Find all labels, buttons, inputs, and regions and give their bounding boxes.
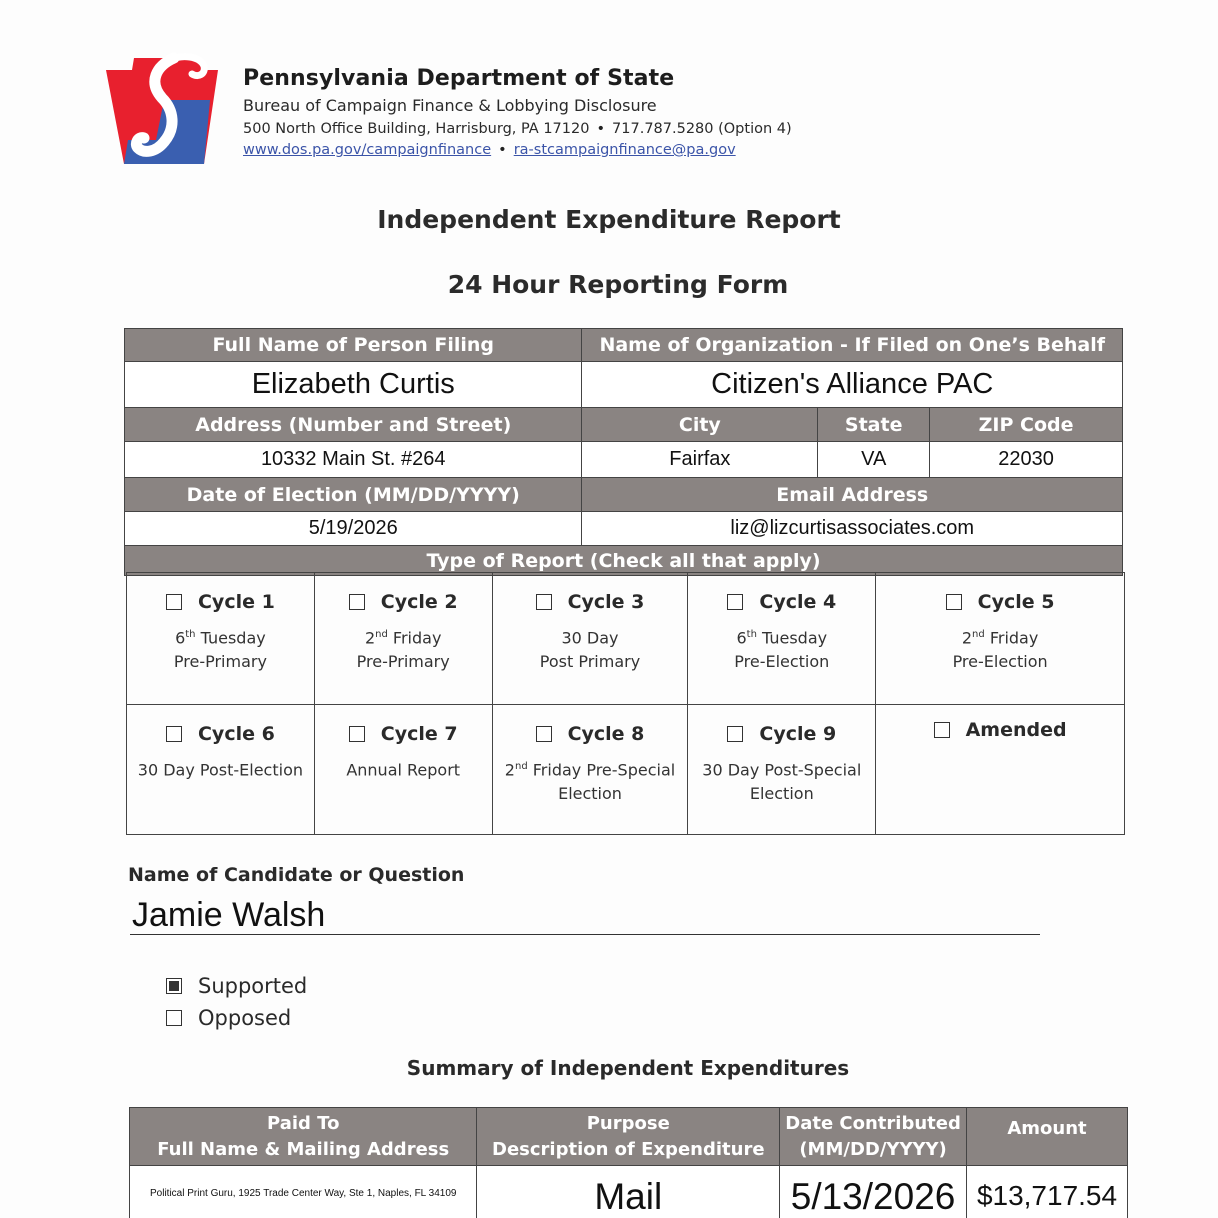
report-subtitle: 24 Hour Reporting Form xyxy=(447,270,789,299)
filer-name-header: Full Name of Person Filing xyxy=(125,329,582,362)
cycle-checkbox[interactable] xyxy=(166,726,182,742)
cycle-line-1 xyxy=(688,755,875,782)
purpose-value[interactable]: Mail xyxy=(477,1166,780,1218)
filer-name-value[interactable]: Elizabeth Curtis xyxy=(125,362,582,408)
agency-name: Pennsylvania Department of State xyxy=(243,66,675,91)
state-value[interactable]: VA xyxy=(818,442,930,478)
purpose-header-line2: Description of Expenditure xyxy=(492,1138,765,1160)
cycle-line-1 xyxy=(876,623,1124,650)
purpose-header xyxy=(477,1108,780,1166)
summary-title: Summary of Independent Expenditures xyxy=(406,1056,850,1080)
date-header xyxy=(780,1108,967,1166)
cycle-line-1 xyxy=(315,623,492,650)
cycle-line-1a: 30 Day Post-Special xyxy=(702,760,862,780)
cycle-name: Cycle 2 xyxy=(380,591,458,613)
cycle-line-1-sup: th xyxy=(746,629,757,640)
purpose-header-line1: Purpose xyxy=(586,1112,670,1134)
cycle-title xyxy=(876,591,1124,613)
org-name-value[interactable]: Citizen's Alliance PAC xyxy=(582,362,1123,408)
zip-value[interactable]: 22030 xyxy=(930,442,1123,478)
table-row xyxy=(130,1166,1128,1218)
cycle-line-2: Pre-Election xyxy=(734,652,830,672)
expenditure-table xyxy=(129,1107,1128,1218)
cycle-title xyxy=(315,723,492,745)
state-header: State xyxy=(818,408,930,442)
cycle-line-2: Pre-Primary xyxy=(356,652,450,672)
website-link[interactable]: www.dos.pa.gov/campaignfinance xyxy=(243,142,492,158)
cycle-checkbox[interactable] xyxy=(349,726,365,742)
cycle-line-1a: Annual Report xyxy=(346,760,461,780)
election-date-value[interactable]: 5/19/2026 xyxy=(125,512,582,546)
cycle-title xyxy=(493,591,688,613)
cycle-name: Cycle 5 xyxy=(977,591,1055,613)
amount-header: Amount xyxy=(967,1108,1128,1166)
report-type-header: Type of Report (Check all that apply) xyxy=(125,546,1123,576)
city-header: City xyxy=(582,408,818,442)
cycle-line-1 xyxy=(127,623,314,650)
cycle-line-1a: 6 xyxy=(736,628,747,648)
cycle-title xyxy=(127,591,314,613)
cycle-checkbox[interactable] xyxy=(536,594,552,610)
cycle-line-1b: Friday xyxy=(984,628,1039,648)
cycle-option[interactable] xyxy=(314,705,492,835)
cycle-line-2: Election xyxy=(749,784,814,804)
cycle-option[interactable] xyxy=(876,705,1125,835)
supported-checkbox[interactable] xyxy=(166,978,182,994)
cycle-option[interactable] xyxy=(492,705,688,835)
cycle-checkbox[interactable] xyxy=(536,726,552,742)
election-date-header: Date of Election (MM/DD/YYYY) xyxy=(125,478,582,512)
cycle-line-1 xyxy=(127,755,314,782)
report-type-table xyxy=(126,572,1125,835)
report-title: Independent Expenditure Report xyxy=(377,205,841,234)
cycle-line-1a: 30 Day xyxy=(561,628,619,648)
cycle-name: Cycle 4 xyxy=(759,591,837,613)
cycle-line-1 xyxy=(688,623,875,650)
agency-phone: 717.787.5280 (Option 4) xyxy=(612,121,792,137)
cycle-title xyxy=(315,591,492,613)
agency-header xyxy=(243,66,792,158)
cycle-title xyxy=(493,723,688,745)
cycle-option[interactable] xyxy=(876,573,1125,705)
cycle-title xyxy=(688,723,875,745)
bullet-icon: • xyxy=(498,142,507,158)
bureau-name: Bureau of Campaign Finance & Lobbying Disclosure xyxy=(243,96,657,115)
cycle-option[interactable] xyxy=(492,573,688,705)
address-value[interactable]: 10332 Main St. #264 xyxy=(125,442,582,478)
cycle-checkbox[interactable] xyxy=(349,594,365,610)
cycle-checkbox[interactable] xyxy=(934,722,950,738)
email-value[interactable]: liz@lizcurtisassociates.com xyxy=(582,512,1123,546)
opposed-checkbox[interactable] xyxy=(166,1010,182,1026)
paid-to-header-line2: Full Name & Mailing Address xyxy=(157,1138,450,1160)
paid-to-header xyxy=(130,1108,477,1166)
cycle-line-1 xyxy=(315,755,492,782)
opposed-label: Opposed xyxy=(198,1006,292,1030)
cycle-checkbox[interactable] xyxy=(166,594,182,610)
agency-links xyxy=(243,142,792,158)
candidate-name[interactable]: Jamie Walsh xyxy=(132,896,326,934)
cycle-name: Cycle 6 xyxy=(197,723,275,745)
cycle-line-2: Post Primary xyxy=(539,652,641,672)
cycle-checkbox[interactable] xyxy=(727,594,743,610)
cycle-name: Cycle 9 xyxy=(759,723,837,745)
cycle-line-1a: 2 xyxy=(961,628,973,648)
cycle-line-1 xyxy=(493,623,688,650)
cycle-line-1-sup: nd xyxy=(972,629,985,640)
cycle-checkbox[interactable] xyxy=(946,594,962,610)
cycle-option[interactable] xyxy=(314,573,492,705)
supported-option[interactable] xyxy=(166,974,307,998)
amount-value[interactable]: $13,717.54 xyxy=(967,1166,1128,1218)
cycle-line-1a: 2 xyxy=(364,628,376,648)
address-header: Address (Number and Street) xyxy=(125,408,582,442)
cycle-line-2: Election xyxy=(558,784,622,804)
date-value[interactable]: 5/13/2026 xyxy=(780,1166,967,1218)
candidate-label: Name of Candidate or Question xyxy=(128,864,465,886)
supported-label: Supported xyxy=(198,974,308,998)
cycle-line-1-sup: th xyxy=(185,629,196,640)
cycle-name: Cycle 8 xyxy=(567,723,645,745)
paid-to-header-line1: Paid To xyxy=(267,1112,340,1134)
cycle-title xyxy=(127,723,314,745)
cycle-line-1a: 2 xyxy=(504,760,515,780)
cycle-line-1b: Friday Pre-Special xyxy=(527,760,676,780)
cycle-line-2: Pre-Primary xyxy=(173,652,267,672)
pa-keystone-logo xyxy=(104,52,220,164)
cycle-checkbox[interactable] xyxy=(727,726,743,742)
agency-address-line xyxy=(243,121,792,137)
email-header: Email Address xyxy=(582,478,1123,512)
date-header-line2: (MM/DD/YYYY) xyxy=(799,1138,947,1160)
org-name-header: Name of Organization - If Filed on One’s Behalf xyxy=(582,329,1123,362)
cycle-option[interactable] xyxy=(688,573,876,705)
agency-address: 500 North Office Building, Harrisburg, PA 17120 xyxy=(243,121,590,137)
city-value[interactable]: Fairfax xyxy=(582,442,818,478)
cycle-line-1-sup: nd xyxy=(514,761,528,772)
paid-to-value[interactable]: Political Print Guru, 1925 Trade Center Way, Ste 1, Naples, FL 34109 xyxy=(130,1166,477,1218)
cycle-line-1b: Tuesday xyxy=(195,628,266,648)
cycle-name: Cycle 1 xyxy=(197,591,275,613)
cycle-line-2: Pre-Election xyxy=(952,652,1048,672)
cycle-line-1b: Friday xyxy=(387,628,442,648)
cycle-option[interactable] xyxy=(127,705,315,835)
filer-table xyxy=(124,328,1123,576)
cycle-name: Amended xyxy=(965,719,1067,741)
date-header-line1: Date Contributed xyxy=(785,1112,961,1134)
zip-header: ZIP Code xyxy=(930,408,1123,442)
cycle-name: Cycle 7 xyxy=(380,723,458,745)
candidate-underline xyxy=(130,934,1040,935)
cycle-name: Cycle 3 xyxy=(567,591,645,613)
cycle-option[interactable] xyxy=(127,573,315,705)
cycle-line-1b: Tuesday xyxy=(756,628,828,648)
cycle-line-1 xyxy=(493,755,688,782)
cycle-option[interactable] xyxy=(688,705,876,835)
cycle-line-1a: 6 xyxy=(175,628,186,648)
cycle-line-1a: 30 Day Post-Election xyxy=(137,760,303,780)
cycle-title xyxy=(876,719,1124,741)
cycle-title xyxy=(688,591,875,613)
bullet-icon: • xyxy=(596,121,606,137)
email-link[interactable]: ra-stcampaignfinance@pa.gov xyxy=(513,142,736,158)
opposed-option[interactable] xyxy=(166,1006,291,1030)
cycle-line-1-sup: nd xyxy=(375,629,388,640)
